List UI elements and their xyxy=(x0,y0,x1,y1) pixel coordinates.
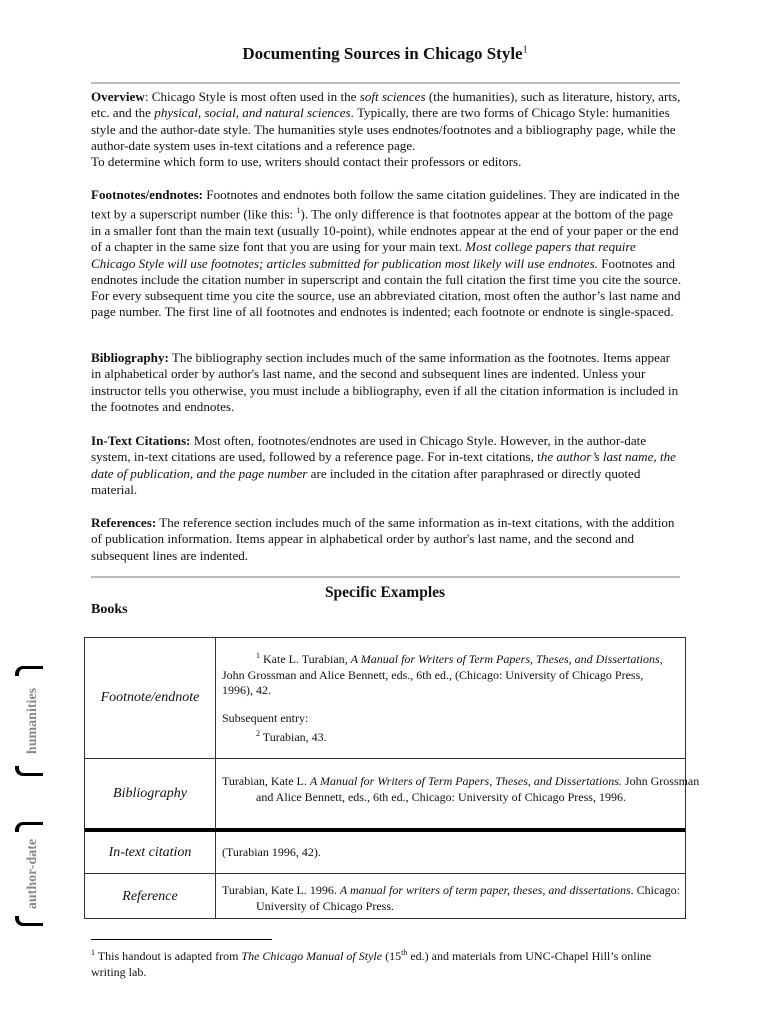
table-row-intext xyxy=(85,828,685,873)
books-heading: Books xyxy=(91,602,128,617)
table-row-reference xyxy=(85,873,685,919)
intext-paragraph: In-Text Citations: Most often, footnotes/endnotes are used in Chicago Style. However, in the author-date system, in-text citations are used, followed by a reference page. For in-text citations, the author’s last name, the date of publication, and the page number are included in the citation after paraphrased or directly quoted material. xyxy=(91,433,676,497)
examples-table xyxy=(84,637,700,919)
specific-examples-heading: Specific Examples xyxy=(324,584,446,601)
table-row-footnote xyxy=(85,638,685,758)
author-date-bracket xyxy=(15,822,43,926)
footnote-label: Footnote/endnote xyxy=(85,638,216,758)
intext-entry: (Turabian 1996, 42). xyxy=(222,845,321,859)
bibliography-entry: Turabian, Kate L. A Manual for Writers of Term Papers, Theses, and Dissertations. John Grossman and Alice Bennett, eds., 6th ed., Chicago: University of Chicago Press, 1996. xyxy=(222,774,700,804)
page-footnote: $^1$ This handout is adapted from The Chicago Manual of Style (15th ed.) and materials from UNC-Chapel Hill’s online writing lab. xyxy=(91,948,652,979)
humanities-bracket xyxy=(15,666,43,776)
bibliography-paragraph: Bibliography: The bibliography section includes much of the same information as the footnotes. Items appear in alphabetical order by author's last name, and the second and subsequent lines are indented. Unless your instructor tells you otherwise, you must include a bibliography, even if all the citation information is included in the footnotes and endnotes. xyxy=(91,350,679,414)
top-divider xyxy=(91,82,680,84)
footnote-entry: $^1$ Kate L. Turabian, A Manual for Writers of Term Papers, Theses, and Dissertations, John Grossman and Alice Bennett, eds., 6th ed., (Chicago: University of Chicago Press, 1996), 42. Subsequent entry: $^2$ Turabian, 43. xyxy=(222,651,663,744)
bibliography-label: Bibliography xyxy=(85,759,216,829)
footnotes-paragraph: Footnotes/endnotes: Footnotes and endnotes both follow the same citation guidelines. They are indicated in the text by a superscript number (like this: $^1$). The only difference is that footnotes appear at the bottom of the page in a smaller font than the main text (usually 10-point), while endnotes appear at the end of your paper or the end of a chapter in the same size font that you are using for your main text. Most college papers that require Chicago Style will use footnotes; articles submitted for publication most likely will use endnotes. Footnotes and endnotes include the citation number in superscript and contain the full citation the first time you cite the source. For every subsequent time you cite the source, use an abbreviated citation, most often the author’s last name and page number. The first line of all footnotes and endnotes is indented; each footnote or endnote is single-spaced. xyxy=(91,187,682,320)
footnote-divider xyxy=(91,939,272,940)
author-date-label: author-date xyxy=(25,838,40,910)
humanities-label: humanities xyxy=(25,687,40,755)
title-footnote-mark: 1 xyxy=(522,44,528,56)
reference-entry: Turabian, Kate L. 1996. A manual for writers of term paper, theses, and dissertations. Chicago: University of Chicago Press. xyxy=(222,883,680,913)
table-row-bibliography xyxy=(85,758,700,829)
reference-label: Reference xyxy=(85,874,216,919)
intext-label: In-text citation xyxy=(85,832,216,873)
overview-paragraph: Overview: Chicago Style is most often used in the soft sciences (the humanities), such as literature, history, arts, etc. and the physical, social, and natural sciences. Typically, there are two forms of Chicago Style: humanities style and the author-date style. The humanities style uses endnotes/footnotes and a bibliography page, while the author-date system uses in-text citations and a reference page. To determine which form to use, writers should contact their professors or editors. xyxy=(91,89,681,170)
mid-divider xyxy=(91,576,680,578)
references-paragraph: References: The reference section includes much of the same information as in-text citations, with the addition of publication information. Items appear in alphabetical order by author's last name, and the second and subsequent lines are indented. xyxy=(91,515,675,563)
page-title: Documenting Sources in Chicago Style$^1$ xyxy=(242,44,528,63)
